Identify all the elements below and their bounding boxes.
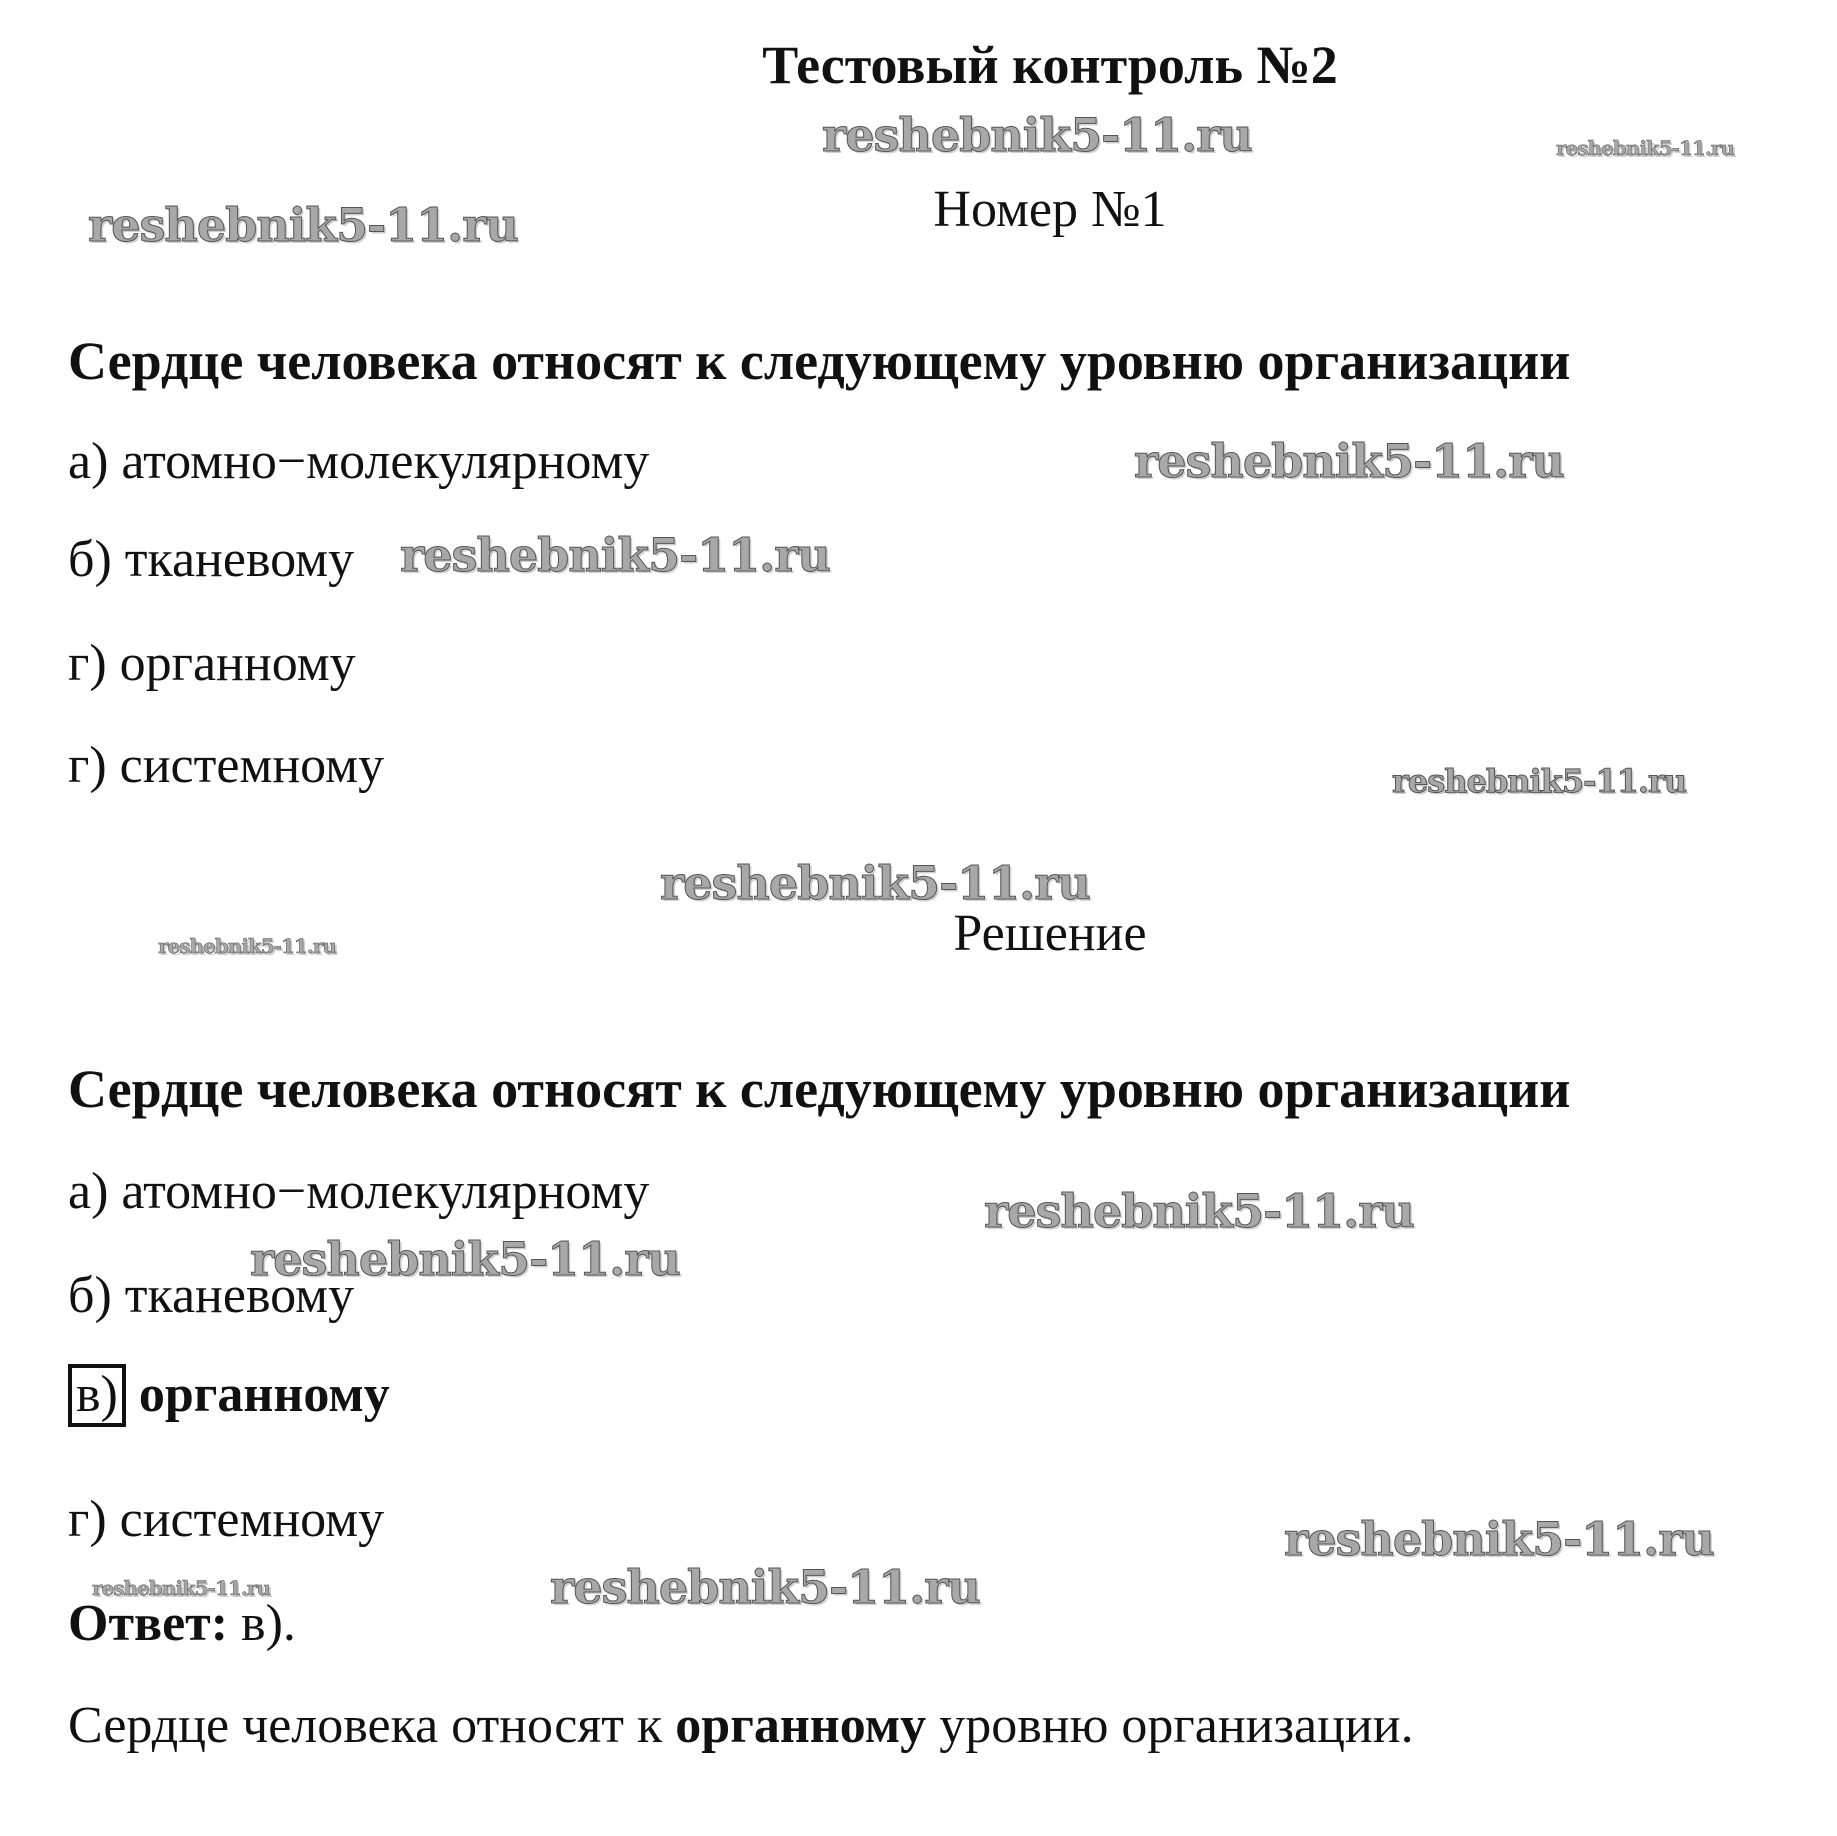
- answer-value: в).: [241, 1595, 296, 1652]
- page-title: Тестовый контроль №2: [762, 35, 1338, 95]
- answer-line: [68, 1594, 296, 1653]
- option-a: а) атомно−молекулярному: [68, 433, 650, 490]
- watermark: reshebnik5-11.ru: [250, 1232, 680, 1286]
- watermark: reshebnik5-11.ru: [1134, 434, 1564, 488]
- watermark: reshebnik5-11.ru: [660, 856, 1090, 910]
- answer-label: Ответ:: [68, 1595, 229, 1652]
- watermark: reshebnik5-11.ru: [158, 934, 336, 958]
- task-number: Номер №1: [933, 181, 1167, 238]
- solution-heading: Решение: [953, 905, 1147, 962]
- watermark: reshebnik5-11.ru: [1284, 1512, 1714, 1566]
- solution-option-a: а) атомно−молекулярному: [68, 1163, 650, 1220]
- watermark: reshebnik5-11.ru: [400, 528, 830, 582]
- watermark: reshebnik5-11.ru: [1556, 136, 1734, 160]
- watermark: reshebnik5-11.ru: [822, 108, 1252, 162]
- watermark: reshebnik5-11.ru: [984, 1184, 1414, 1238]
- solution-option-c: [68, 1364, 390, 1427]
- watermark: reshebnik5-11.ru: [92, 1576, 270, 1600]
- option-c: г) органному: [68, 635, 356, 692]
- conclusion: [68, 1696, 1414, 1755]
- watermark: reshebnik5-11.ru: [1392, 762, 1687, 800]
- watermark: reshebnik5-11.ru: [550, 1560, 980, 1614]
- option-d: г) системному: [68, 737, 385, 794]
- correct-answer-box: в): [68, 1364, 126, 1427]
- solution-option-b: б) тканевому: [68, 1267, 355, 1324]
- conclusion-bold: органному: [675, 1697, 927, 1754]
- option-b: б) тканевому: [68, 531, 355, 588]
- conclusion-start: Сердце человека относят к: [68, 1697, 663, 1754]
- solution-option-d: г) системному: [68, 1491, 385, 1548]
- watermark: reshebnik5-11.ru: [88, 198, 518, 252]
- conclusion-end: уровню организации.: [939, 1697, 1414, 1754]
- question-text: Сердце человека относят к следующему уровню организации: [68, 331, 1571, 391]
- correct-answer-text: органному: [138, 1366, 390, 1423]
- solution-question-text: Сердце человека относят к следующему уровню организации: [68, 1059, 1571, 1119]
